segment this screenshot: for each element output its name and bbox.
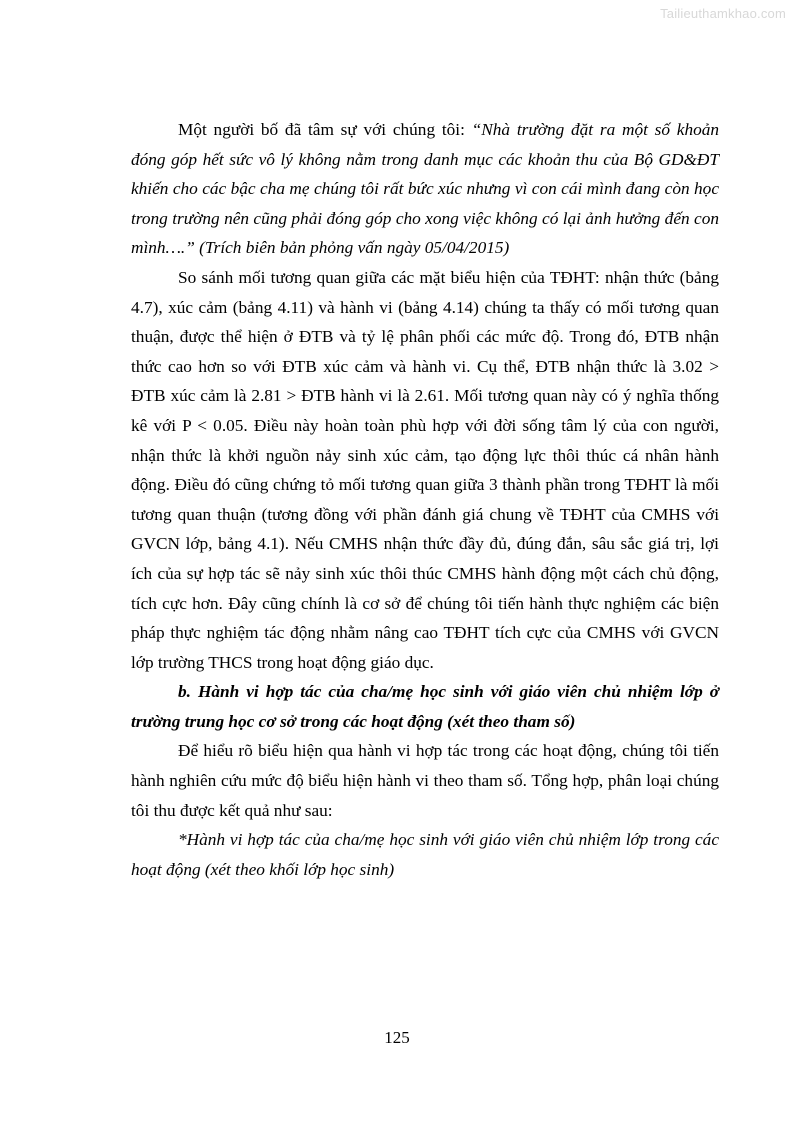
paragraph-lead: Một người bố đã tâm sự với chúng tôi: (178, 120, 472, 139)
page-number: 125 (384, 1028, 410, 1047)
subsection-title: *Hành vi hợp tác của cha/mẹ học sinh với giáo viên chủ nhiệm lớp trong các hoạt động (xét theo khối lớp học sinh) (131, 830, 719, 879)
document-body (131, 115, 719, 884)
watermark-text: Tailieuthamkhao.com (660, 6, 786, 21)
paragraph-comparison: So sánh mối tương quan giữa các mặt biểu hiện của TĐHT: nhận thức (bảng 4.7), xúc cảm (bảng 4.11) và hành vi (bảng 4.14) chúng ta thấy có mối tương quan thuận, được thể hiện ở ĐTB và tỷ lệ phân phối các mức độ. Trong đó, ĐTB nhận thức cao hơn so với ĐTB xúc cảm và hành vi. Cụ thể, ĐTB nhận thức là 3.02 > ĐTB xúc cảm là 2.81 > ĐTB hành vi là 2.61. Mối tương quan này có ý nghĩa thống kê với P < 0.05. Điều này hoàn toàn phù hợp với đời sống tâm lý của con người, nhận thức là khởi nguồn nảy sinh xúc cảm, tạo động lực thôi thúc cá nhân hành động. Điều đó cũng chứng tỏ mối tương quan giữa 3 thành phần trong TĐHT là mối tương quan thuận (tương đồng với phần đánh giá chung về TĐHT của CMHS với GVCN lớp, bảng 4.1). Nếu CMHS nhận thức đầy đủ, đúng đắn, sâu sắc giá trị, lợi ích của sự hợp tác sẽ nảy sinh xúc thôi thúc CMHS hành động một cách chủ động, tích cực hơn. Đây cũng chính là cơ sở để chúng tôi tiến hành thực nghiệm các biện pháp thực nghiệm tác động nhằm nâng cao TĐHT tích cực của CMHS với GVCN lớp trường THCS trong hoạt động giáo dục. (131, 267, 719, 672)
section-heading: b. Hành vi hợp tác của cha/mẹ học sinh với giáo viên chủ nhiệm lớp ở trường trung học cơ sở trong các hoạt động (xét theo tham số) (131, 682, 719, 731)
interview-quote: “Nhà trường đặt ra một số khoản đóng góp hết sức vô lý không nằm trong danh mục các khoản thu của Bộ GD&ĐT khiến cho các bậc cha mẹ chúng tôi rất bức xúc nhưng vì con cái mình đang còn học trong trường nên cũng phải đóng góp cho xong việc không có lại ảnh hưởng đến con mình….” (Trích biên bản phỏng vấn ngày 05/04/2015) (131, 120, 720, 258)
paragraph-quote (131, 115, 719, 263)
paragraph-method: Để hiểu rõ biểu hiện qua hành vi hợp tác trong các hoạt động, chúng tôi tiến hành nghiên cứu mức độ biểu hiện hành vi theo tham số. Tổng hợp, phân loại chúng tôi thu được kết quả như sau: (131, 741, 719, 820)
